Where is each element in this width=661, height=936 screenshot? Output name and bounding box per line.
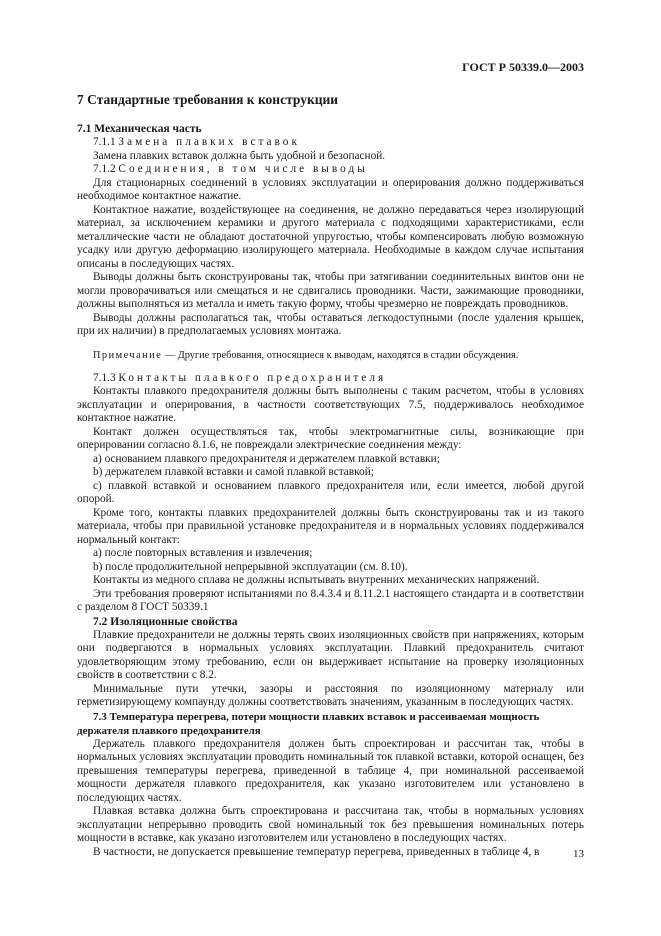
note-label: Примечание — [93, 349, 163, 361]
clause-number: 7.1.3 — [93, 371, 116, 384]
paragraph: Контактное нажатие, воздействующее на соединения, не должно передаваться через изолирующий материал, за исключением керамики и другого материала с подходящими характеристиками, если металлические части не обладают достаточной упругостью, чтобы компенсировать любую возможную усадку или другую деформацию изолирующего материала. Необходимые в каждом случае испытания описаны в последующих частях. — [77, 203, 584, 270]
clause-number: 7.1.1 — [93, 136, 116, 148]
subsection-title-7-3: 7.3 Температура перегрева, потери мощности плавких вставок и рассеиваемая мощность держателя плавкого предохранителя — [77, 710, 540, 737]
list-item: c) плавкой вставкой и основанием плавкого предохранителя или, если имеется, любой другой опорой. — [77, 479, 584, 505]
paragraph: Держатель плавкого предохранителя должен быть спроектирован и рассчитан так, чтобы в нормальных условиях эксплуатации проводить номинальный ток плавкой вставки, которой оснащен, без превышения температуры перегрева, приведенной в таблице 4, при номинальной рассеиваемой мощности держателя плавкого предохранителя, как указано изготовителем или установлено в последующих частях. — [77, 737, 584, 804]
clause-heading-7-1-3 — [77, 372, 584, 386]
note — [77, 349, 584, 362]
list-item: b) держателем плавкой вставки и самой плавкой вставкой; — [93, 466, 374, 478]
clause-title: Соединения, в том числе выводы — [118, 163, 368, 175]
clause-number: 7.1.2 — [93, 163, 116, 175]
paragraph: Выводы должны располагаться так, чтобы оставаться легкодоступными (после удаления крышек, при их наличии) в предполагаемых условиях монтажа. — [77, 311, 584, 337]
clause-title: Замена плавких вставок — [118, 136, 300, 148]
paragraph: В частности, не допускается превышение температур перегрева, приведенных в таблице 4, в — [93, 845, 540, 858]
list-item: a) после повторных вставления и извлечения; — [93, 547, 313, 559]
clause-heading-7-1-2 — [77, 163, 584, 177]
list-item: a) основанием плавкого предохранителя и держателем плавкой вставки; — [93, 452, 440, 465]
page-number: 13 — [573, 848, 584, 860]
subsection-title-7-1: 7.1 Механическая часть — [77, 123, 202, 135]
paragraph: Эти требования проверяют испытаниями по 8.4.3.4 и 8.11.2.1 настоящего стандарта и в соответствии с разделом 8 ГОСТ 50339.1 — [77, 587, 584, 613]
document-code: ГОСТ Р 50339.0—2003 — [462, 60, 584, 74]
list-item: b) после продолжительной непрерывной эксплуатации (см. 8.10). — [93, 560, 408, 573]
paragraph: Кроме того, контакты плавких предохранителей должны быть сконструированы так и из такого материала, чтобы при правильной установке предохранителя и в нормальных условиях поддерживался нормальный контакт: — [77, 506, 584, 546]
paragraph: Минимальные пути утечки, зазоры и расстояния по изоляционному материалу или герметизирующему компаунду должны соответствовать значениям, указанным в последующих частях. — [77, 682, 584, 708]
section-title: 7 Стандартные требования к конструкции — [77, 92, 339, 107]
clause-title: Контакты плавкого предохранителя — [118, 371, 387, 384]
clause-heading-7-1-1 — [77, 136, 584, 150]
paragraph: Для стационарных соединений в условиях эксплуатации и оперирования должно поддерживаться необходимое контактное нажатие. — [77, 176, 584, 202]
paragraph: Плавкие предохранители не должны терять своих изоляционных свойств при напряжениях, которым они подвергаются в нормальных условиях эксплуатации. Плавкий предохранитель считают удовлетворяющим этому требованию, если он выдерживает испытание на проверку изоляционных свойств в соответствии с 8.2. — [77, 628, 584, 681]
paragraph: Плавкая вставка должна быть спроектирована и рассчитана так, чтобы в нормальных условиях эксплуатации непрерывно проводить свой номинальный ток без превышения номинальных потерь мощности в вставке, как указано изготовителем или установлено в последующих частях. — [77, 805, 584, 844]
paragraph: Контакт должен осуществляться так, чтобы электромагнитные силы, возникающие при оперировании согласно 8.1.6, не повреждали электрические соединения между: — [77, 425, 584, 451]
note-text: — Другие требования, относящиеся к выводам, находятся в стадии обсуждения. — [162, 349, 519, 361]
paragraph: Замена плавких вставок должна быть удобной и безопасной. — [93, 149, 386, 162]
subsection-title-7-2: 7.2 Изоляционные свойства — [93, 615, 238, 628]
paragraph: Контакты из медного сплава не должны испытывать внутренних механических напряжений. — [93, 574, 540, 586]
paragraph: Контакты плавкого предохранителя должны быть выполнены с таким расчетом, чтобы в условиях эксплуатации и оперирования, в частности соответствующих 7.5, поддерживалось необходимое контактное нажатие. — [77, 385, 584, 424]
paragraph: Выводы должны быть сконструированы так, чтобы при затягивании соединительных винтов они не могли проворачиваться или смещаться и не сдвигались проводники. Части, зажимающие проводники, должны выполняться из металла и иметь такую форму, чтобы чрезмерно не повреждать проводников. — [77, 271, 584, 310]
